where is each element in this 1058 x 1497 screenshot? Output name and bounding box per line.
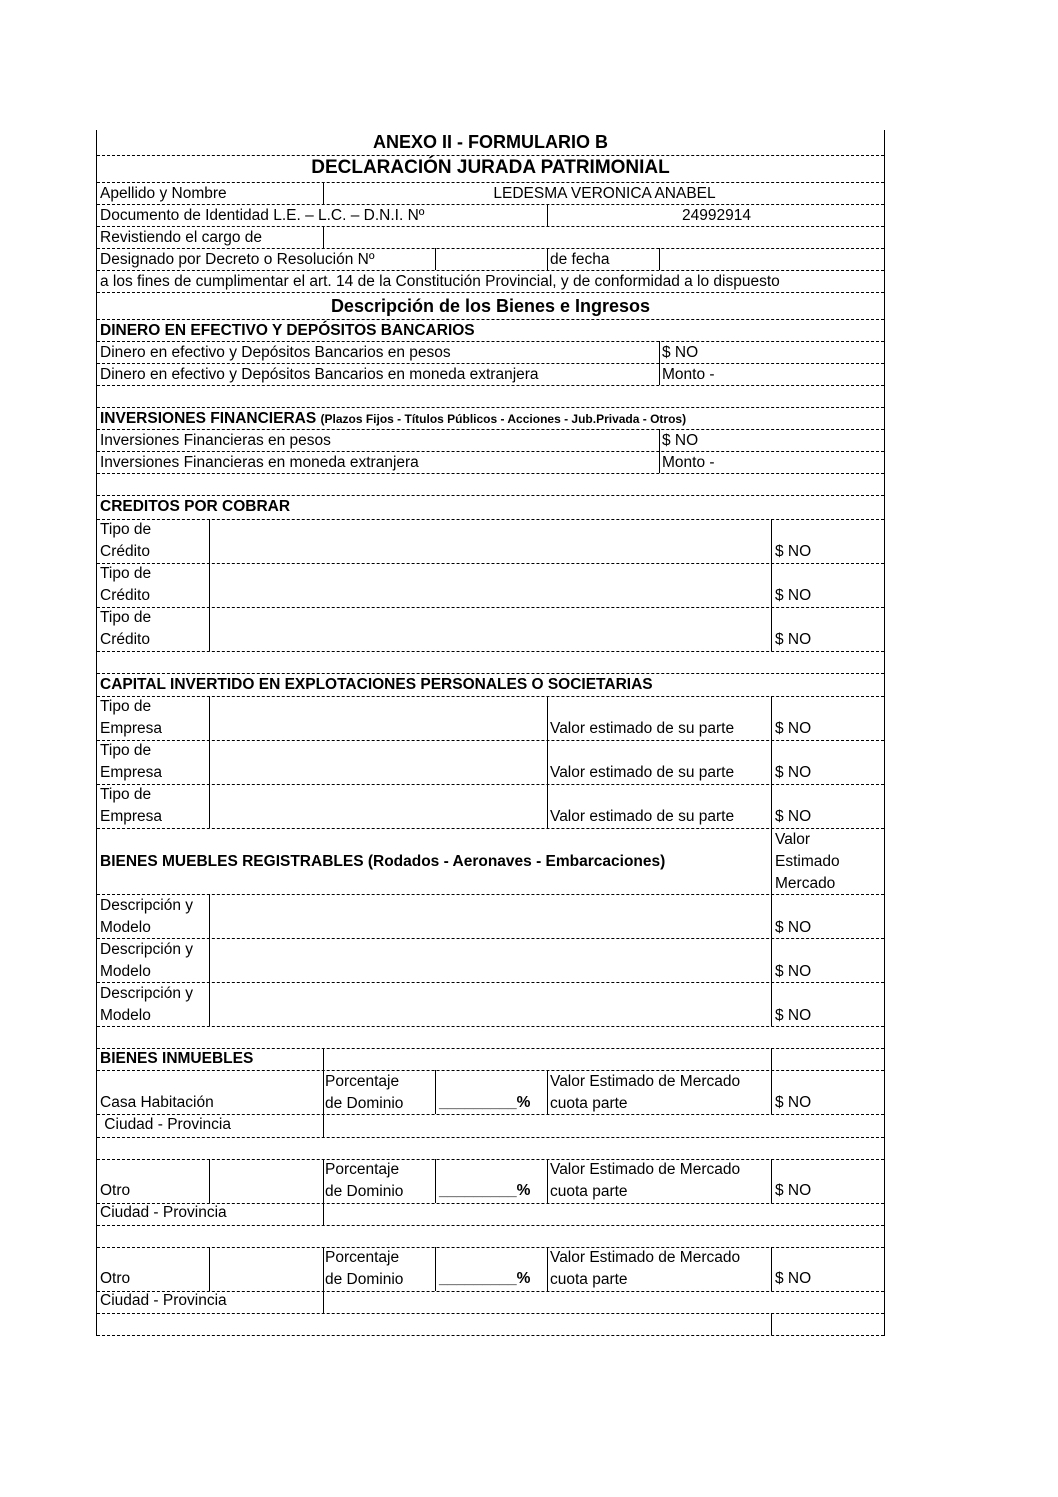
row-divider — [97, 938, 884, 939]
dinero-ext-value[interactable]: Monto - — [662, 366, 715, 383]
cell-divider — [547, 1247, 548, 1291]
row-divider — [97, 270, 884, 271]
cell-divider — [771, 1313, 772, 1335]
mueble-label: Modelo — [100, 919, 151, 936]
cell-divider — [547, 248, 548, 270]
row-divider — [97, 696, 884, 697]
empresa-value[interactable]: $ NO — [775, 720, 812, 737]
inmuebles-section-title: BIENES INMUEBLES — [100, 1050, 254, 1067]
porcentaje-label: Porcentaje — [325, 1161, 400, 1178]
empresa-value[interactable]: $ NO — [775, 764, 812, 781]
row-divider — [97, 226, 884, 227]
cell-divider — [209, 894, 210, 1026]
empresa-estimate-label: Valor estimado de su parte — [550, 808, 735, 825]
cell-divider — [323, 1203, 324, 1225]
empresa-label: Tipo de — [100, 698, 152, 715]
row-divider — [97, 451, 884, 452]
empresa-label: Tipo de — [100, 742, 152, 759]
row-divider — [97, 982, 884, 983]
inversiones-section-title — [100, 409, 686, 429]
row-divider — [97, 429, 884, 430]
cell-divider — [547, 1070, 548, 1114]
porcentaje-field[interactable]: _________% — [439, 1270, 531, 1287]
cell-divider — [547, 204, 548, 226]
cell-divider — [659, 341, 660, 385]
inmueble-type: Otro — [100, 1270, 131, 1287]
ciudad-provincia-label: Ciudad - Provincia — [100, 1116, 231, 1133]
empresa-value[interactable]: $ NO — [775, 808, 812, 825]
mueble-label: Descripción y — [100, 897, 194, 914]
cell-divider — [209, 696, 210, 828]
row-divider — [97, 1070, 884, 1071]
credito-value[interactable]: $ NO — [775, 631, 812, 648]
credito-label: Tipo de — [100, 609, 152, 626]
row-divider — [97, 784, 884, 785]
valor-label: Valor Estimado de Mercado — [550, 1073, 741, 1090]
row-divider — [97, 828, 884, 829]
name-label: Apellido y Nombre — [100, 185, 227, 202]
mueble-value[interactable]: $ NO — [775, 963, 812, 980]
inversiones-pesos-label: Inversiones Financieras en pesos — [100, 432, 331, 449]
row-divider — [97, 519, 884, 520]
inversiones-title: INVERSIONES FINANCIERAS — [100, 410, 317, 427]
cell-divider — [435, 1247, 436, 1291]
cell-divider — [771, 1070, 772, 1114]
mueble-value[interactable]: $ NO — [775, 919, 812, 936]
cell-divider — [323, 1114, 324, 1137]
cell-divider — [771, 828, 772, 1026]
dinero-pesos-value[interactable]: $ NO — [662, 344, 699, 361]
porcentaje-field[interactable]: _________% — [439, 1094, 531, 1111]
porcentaje-label: de Dominio — [325, 1095, 404, 1112]
inmueble-value[interactable]: $ NO — [775, 1270, 812, 1287]
row-divider — [97, 385, 884, 386]
row-divider — [97, 1026, 884, 1027]
row-divider — [97, 363, 884, 364]
porcentaje-field[interactable]: _________% — [439, 1182, 531, 1199]
row-divider — [97, 1313, 884, 1314]
ciudad-provincia-label: Ciudad - Provincia — [100, 1204, 227, 1221]
porcentaje-label: de Dominio — [325, 1271, 404, 1288]
valor-label: cuota parte — [550, 1271, 628, 1288]
inmueble-value[interactable]: $ NO — [775, 1182, 812, 1199]
muebles-col-header: Estimado — [775, 853, 840, 870]
row-divider — [97, 1137, 884, 1138]
row-divider — [97, 894, 884, 895]
row-divider — [97, 651, 884, 652]
cell-divider — [323, 1159, 324, 1203]
fecha-label: de fecha — [550, 251, 610, 268]
row-divider — [97, 292, 884, 293]
inversiones-ext-value[interactable]: Monto - — [662, 454, 715, 471]
row-divider — [97, 341, 884, 342]
name-value[interactable]: LEDESMA VERONICA ANABEL — [493, 185, 716, 202]
row-divider — [97, 248, 884, 249]
row-divider — [97, 319, 884, 320]
credito-value[interactable]: $ NO — [775, 543, 812, 560]
inversiones-subtitle: (Plazos Fijos - Títulos Públicos - Acciones - Jub.Privada - Otros) — [320, 412, 687, 426]
cell-divider — [209, 1159, 210, 1203]
inmueble-value[interactable]: $ NO — [775, 1094, 812, 1111]
empresa-estimate-label: Valor estimado de su parte — [550, 720, 735, 737]
document-value[interactable]: 24992914 — [682, 207, 751, 224]
valor-label: Valor Estimado de Mercado — [550, 1249, 741, 1266]
cell-divider — [771, 519, 772, 651]
inversiones-pesos-value[interactable]: $ NO — [662, 432, 699, 449]
row-divider — [97, 495, 884, 496]
row-divider — [97, 473, 884, 474]
cell-divider — [323, 182, 324, 204]
muebles-col-header: Mercado — [775, 875, 836, 892]
inversiones-ext-label: Inversiones Financieras en moneda extranjera — [100, 454, 419, 471]
cell-divider — [771, 696, 772, 828]
capital-section-title: CAPITAL INVERTIDO EN EXPLOTACIONES PERSONALES O SOCIETARIAS — [100, 676, 653, 693]
cell-divider — [547, 1159, 548, 1203]
row-divider — [97, 563, 884, 564]
cell-divider — [771, 1048, 772, 1070]
row-divider — [97, 1159, 884, 1160]
muebles-section-title: BIENES MUEBLES REGISTRABLES (Rodados - Aeronaves - Embarcaciones) — [100, 853, 666, 870]
mueble-label: Descripción y — [100, 941, 194, 958]
row-divider — [97, 607, 884, 608]
row-divider — [97, 204, 884, 205]
inmueble-type: Casa Habitación — [100, 1094, 214, 1111]
declaration-form — [96, 130, 885, 1336]
muebles-col-header: Valor — [775, 831, 811, 848]
empresa-label: Empresa — [100, 808, 163, 825]
cell-divider — [323, 226, 324, 248]
decreto-label: Designado por Decreto o Resolución Nº — [100, 251, 375, 268]
empresa-label: Empresa — [100, 720, 163, 737]
dinero-ext-label: Dinero en efectivo y Depósitos Bancarios en moneda extranjera — [100, 366, 539, 383]
cell-divider — [323, 1048, 324, 1070]
empresa-label: Empresa — [100, 764, 163, 781]
cell-divider — [435, 1070, 436, 1114]
porcentaje-label: Porcentaje — [325, 1073, 400, 1090]
mueble-label: Modelo — [100, 963, 151, 980]
form-title: DECLARACIÓN JURADA PATRIMONIAL — [311, 157, 670, 178]
row-divider — [97, 407, 884, 408]
cell-divider — [771, 1159, 772, 1203]
cell-divider — [323, 1291, 324, 1313]
row-divider — [97, 155, 884, 156]
dinero-pesos-label: Dinero en efectivo y Depósitos Bancarios en pesos — [100, 344, 451, 361]
cell-divider — [771, 1247, 772, 1291]
row-divider — [97, 182, 884, 183]
valor-label: cuota parte — [550, 1095, 628, 1112]
ciudad-provincia-label: Ciudad - Provincia — [100, 1292, 227, 1309]
description-title: Descripción de los Bienes e Ingresos — [330, 296, 651, 316]
empresa-estimate-label: Valor estimado de su parte — [550, 764, 735, 781]
cell-divider — [323, 1247, 324, 1291]
row-divider — [97, 673, 884, 674]
cell-divider — [209, 519, 210, 651]
cell-divider — [435, 1159, 436, 1203]
porcentaje-label: Porcentaje — [325, 1249, 400, 1266]
cell-divider — [659, 429, 660, 473]
row-divider — [97, 740, 884, 741]
annex-title: ANEXO II - FORMULARIO B — [373, 132, 608, 152]
row-divider — [97, 1335, 884, 1336]
cell-divider — [209, 1247, 210, 1291]
valor-label: cuota parte — [550, 1183, 628, 1200]
credito-label: Crédito — [100, 631, 150, 648]
inmueble-type: Otro — [100, 1182, 131, 1199]
row-divider — [97, 1225, 884, 1226]
cell-divider — [547, 696, 548, 828]
cell-divider — [435, 248, 436, 270]
cell-divider — [323, 1070, 324, 1114]
credito-label: Crédito — [100, 587, 150, 604]
document-label: Documento de Identidad L.E. – L.C. – D.N.I. Nº — [100, 207, 425, 224]
creditos-section-title: CREDITOS POR COBRAR — [100, 498, 291, 515]
valor-label: Valor Estimado de Mercado — [550, 1161, 741, 1178]
fines-text: a los fines de cumplimentar el art. 14 de la Constitución Provincial, y de conformidad a lo dispuesto — [100, 273, 780, 290]
credito-label: Crédito — [100, 543, 150, 560]
cell-divider — [659, 248, 660, 270]
empresa-label: Tipo de — [100, 786, 152, 803]
cargo-label: Revistiendo el cargo de — [100, 229, 262, 246]
mueble-value[interactable]: $ NO — [775, 1007, 812, 1024]
mueble-label: Modelo — [100, 1007, 151, 1024]
credito-value[interactable]: $ NO — [775, 587, 812, 604]
credito-label: Tipo de — [100, 521, 152, 538]
credito-label: Tipo de — [100, 565, 152, 582]
row-divider — [97, 1247, 884, 1248]
dinero-section-title: DINERO EN EFECTIVO Y DEPÓSITOS BANCARIOS — [100, 322, 475, 339]
mueble-label: Descripción y — [100, 985, 194, 1002]
porcentaje-label: de Dominio — [325, 1183, 404, 1200]
